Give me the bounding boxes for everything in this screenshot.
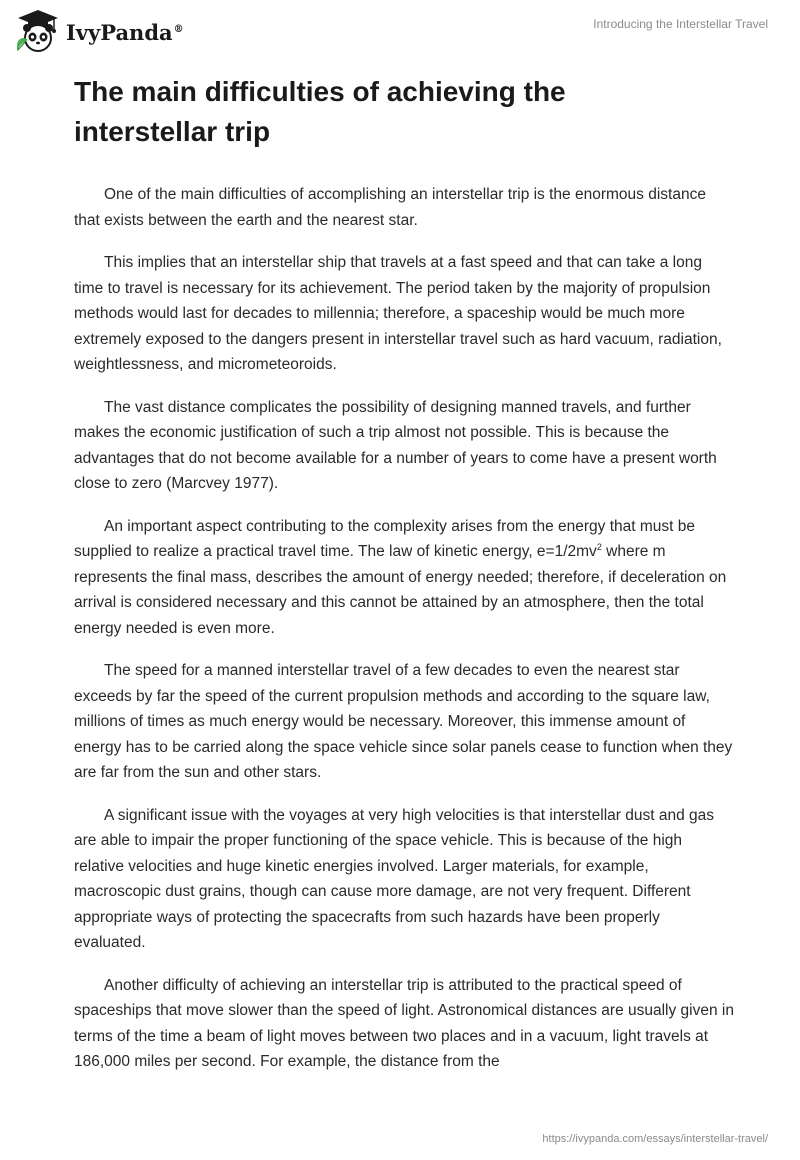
logo-text: IvyPanda® bbox=[66, 19, 184, 45]
page-header bbox=[0, 0, 800, 62]
paragraph-5: The speed for a manned interstellar travel of a few decades to even the nearest star exceeds by far the speed of the current propulsion methods and according to the square law, millions of times as much energy would be necessary. Moreover, this immense amount of energy has to be carried along the space vehicle since solar panels cease to function when they are far from the sun and other stars. bbox=[74, 662, 733, 781]
paragraph-6: A significant issue with the voyages at very high velocities is that interstellar dust and gas are able to impair the proper functioning of the space vehicle. This is because of the high relative velocities and huge kinetic energies involved. Larger materials, for example, macroscopic dust grains, though can cause more damage, are not very frequent. Different appropriate ways of protecting the spacecrafts from such hazards have been properly evaluated. bbox=[74, 806, 714, 951]
paragraph-3: The vast distance complicates the possibility of designing manned travels, and further makes the economic justification of such a trip almost not possible. This is because the advantages that do not become available for a number of years to come have a present worth close to zero (Marcvey 1977). bbox=[74, 398, 717, 492]
paragraph-7: Another difficulty of achieving an interstellar trip is attributed to the practical speed of spaceships that move slower than the speed of light. Astronomical distances are usually given in terms of the time a beam of light moves between two places and in a vacuum, light travels at 186,000 miles per second. For example, the distance from the bbox=[74, 976, 734, 1070]
section-heading: The main difficulties of achieving the interstellar trip bbox=[74, 76, 566, 147]
paragraph-4 bbox=[74, 514, 734, 642]
article-body bbox=[74, 72, 734, 1092]
paragraph-2: This implies that an interstellar ship that travels at a fast speed and that can take a long time to travel is necessary for its achievement. The period taken by the majority of propulsion methods would last for decades to millennia; therefore, a spaceship would be much more extremely exposed to the dangers present in interstellar travel such as hard vacuum, radiation, weightlessness, and micrometeoroids. bbox=[74, 254, 722, 373]
paragraph-1: One of the main difficulties of accomplishing an interstellar trip is the enormous distance that exists between the earth and the nearest star. bbox=[74, 186, 706, 229]
document-title: Introducing the Interstellar Travel bbox=[593, 17, 768, 31]
panda-graduate-icon bbox=[14, 8, 62, 54]
registered-mark: ® bbox=[173, 23, 184, 35]
source-url[interactable]: https://ivypanda.com/essays/interstellar-travel/ bbox=[542, 1133, 768, 1145]
superscript-two: 2 bbox=[596, 541, 602, 552]
paragraph-4-before: An important aspect contributing to the complexity arises from the energy that must be supplied to realize a practical travel time. The law of kinetic energy, e=1/2mv bbox=[74, 517, 696, 560]
paragraph-4-after: where m represents the final mass, describes the amount of energy needed; therefore, if deceleration on arrival is considered necessary and this cannot be attained by an atmosphere, then the total energy needed is even more. bbox=[74, 543, 727, 637]
ivypanda-logo[interactable] bbox=[14, 8, 184, 54]
